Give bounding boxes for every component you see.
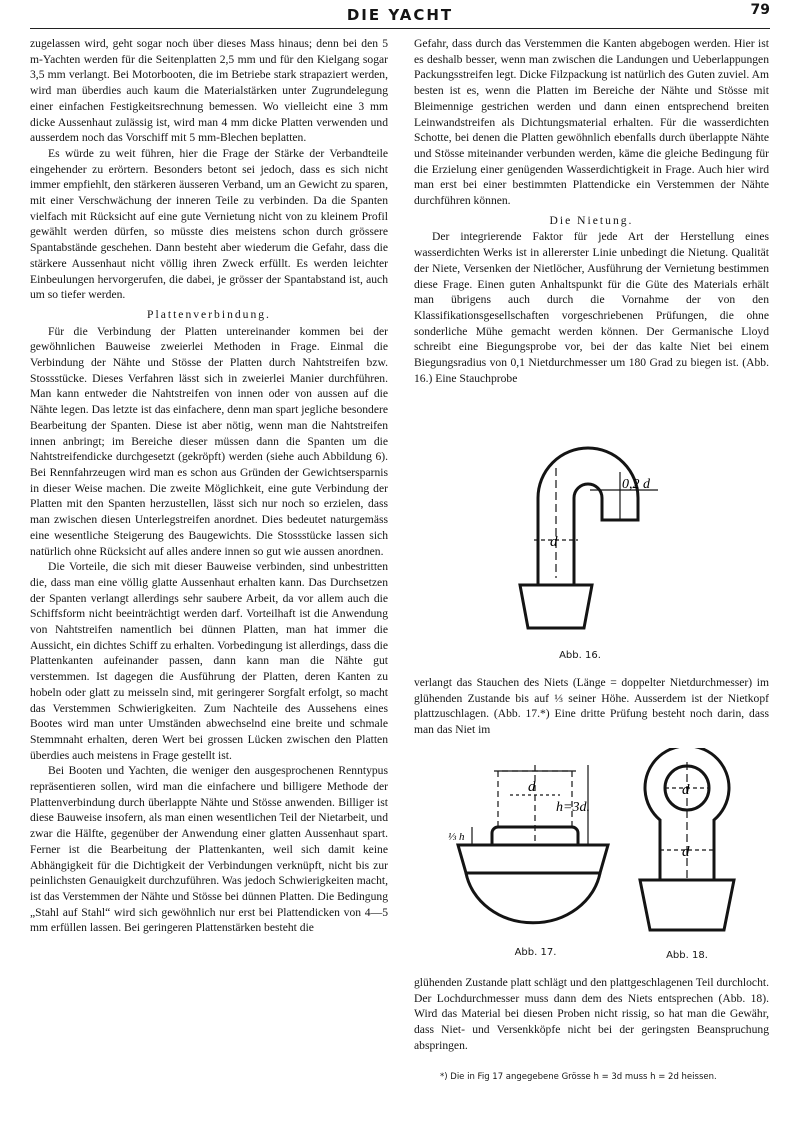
fig18-hole-label: d: [682, 782, 690, 798]
right-column-end: [414, 975, 769, 1054]
fig17-height-label: h=3d.: [556, 800, 590, 815]
paragraph: verlangt das Stauchen des Niets (Länge = doppelter Nietdurchmesser) im glühenden Zustande bis auf ⅓ seiner Höhe. Ausserdem ist der Nietkopf plattzuschlagen. (Abb. 17.*) Eine dritte Prüfung besteht noch darin, dass man das Niet im: [414, 676, 769, 737]
footnote: *) Die in Fig 17 angegebene Grösse h = 3d muss h = 2d heissen.: [440, 1072, 717, 1082]
right-column-continued: [414, 675, 769, 738]
paragraph: Bei Booten und Yachten, die weniger den ausgesprochenen Renntypus repräsentieren sollen, wird man die einfachere und billigere Methode der Plattenverbindung durch überlappte Nähte und Stösse anwenden. Billiger ist diese Bauweise insofern, als man einen wesentlichen Teil der Nietarbeit, und zwar die Hälfte, gegenüber der Anwendung einer glatten Aussenhaut spart. Ferner ist die Bearbeitung der Plattenkanten, weil sich damit keine Abhängigkeit für die Dichtigkeit der Verbindungen verknüpft, nicht bis zur peinlichsten Genauigkeit durchzuführen. Was jedoch Schwierigkeiten macht, ist das Verstemmen der Nähte und Stösse bei dünnen Platten. Die Bedingung „Stahl auf Stahl“ wird sich gewöhnlich nur erst bei Plattendicken von 4—5 mm erfüllen lassen. Bei geringeren Plattenstärken besteht die: [30, 764, 388, 935]
fig16-radius-label: 0,2 d: [622, 477, 650, 492]
fig17-third-label: ⅓ h: [448, 831, 465, 843]
fig18-caption: Abb. 18.: [666, 950, 708, 961]
fig16-caption: Abb. 16.: [559, 650, 601, 661]
figure-18: [632, 748, 742, 961]
bent-rivet-drawing: [510, 428, 680, 648]
section-heading: Die Nietung.: [549, 213, 634, 227]
fig17-caption: Abb. 17.: [514, 947, 557, 958]
flattened-rivet-drawing: [632, 748, 742, 948]
page-header: [30, 2, 770, 29]
figure-16: [510, 428, 680, 661]
paragraph: zugelassen wird, geht sogar noch über dieses Mass hinaus; denn bei den 5 m-Yachten werden für die Seitenplatten 2,5 mm und für den Kielgang sogar 3,5 mm verlangt. Bei Motorbooten, die im Betriebe stark strapaziert werden, wird man überdies auch kaum die Materialstärken unter Zugrundelegung einer einfachen Festigkeitsrechnung bemessen. Wo vielleicht eine 3 mm dicke Aussenhaut zulässig ist, wird man 4 mm dicke Platten verwenden und ausserdem noch das Vorschiff mit 5 mm-Blechen beplatten.: [30, 37, 388, 145]
paragraph: Die Vorteile, die sich mit dieser Bauweise verbinden, sind unbestritten die, dass man eine völlig glatte Aussenhaut erhalten kann. Das Durchsetzen der Spanten verlangt allerdings sehr saubere Arbeit, da vor allem auch die Schiffsform nicht beeinträchtigt werden darf. Vorteilhaft ist die Anwendung von Nahtstreifen namentlich bei dünnen Platten, man hat immer die Aussicht, ein dichtes Schiff zu erhalten. Vorbedingung ist allerdings, dass die Plattenkanten aufeinander passen, dann kann man die Nähte gut verstemmen. Ist dagegen die Ausführung der Platten, deren Kanten zu hobeln oder glatt zu meisseln sind, mit geringerer Sorgfalt erfolgt, so macht das Verstemmen Schwierigkeiten. Zum Nachteile des Aussehens eines Bootes wird man unter Umständen abwechselnd eine breite und schmale Stemmnaht erhalten, deren Wert bei grossen Lücken zwischen den Platten überdies auch meistens in Frage gestellt ist.: [30, 560, 388, 762]
paragraph: Gefahr, dass durch das Verstemmen die Kanten abgebogen werden. Hier ist es deshalb besser, wenn man zwischen die Landungen und Ueberlappungen Packungsstreifen legt. Dicke Filzpackung ist natürlich des Guten zuviel. Am besten ist es, wenn die Platten im Bereiche der Nähte und Stösse mit Bleimennige gestrichen werden und dann einen entsprechend breiten Leinwandstreifen als Dichtungsmaterial erhalten. Für die wasserdichten Schotte, bei denen die Platten gewöhnlich ebenfalls durch überlappte Nähte und Stösse miteinander verbunden werden, käme die gleiche Bedingung für die Erzielung einer genügenden Wasserdichtigkeit in Frage. Auch hier wird man erst bei einer bestimmten Plattendicke ein Verstemmen der Nähte durchführen können.: [414, 37, 769, 208]
paragraph: Der integrierende Faktor für jede Art der Herstellung eines wasserdichten Werks ist in allererster Linie unbedingt die Nietung. Qualität der Niete, Versenken der Nietlöcher, Ausführung der Vernietung bestimmen diese Frage. Einen guten Anhaltspunkt für die Güte des Materials erhält man übrigens auch durch die Vornahme der von den Klassifikationsgesellschaften vorgeschriebenen Prüfungen, die ohne sonderliche Mühe gemacht werden können. Der Germanische Lloyd schreibt eine Biegungsprobe vor, bei der das kalte Niet bei einem Biegungsradius von 0,1 Nietdurchmesser um 180 Grad zu biegen ist. (Abb. 16.) Eine Stauchprobe: [414, 230, 769, 385]
page-number: 79: [750, 2, 770, 18]
section-heading: Plattenverbindung.: [147, 307, 271, 321]
figure-17: [448, 745, 623, 958]
paragraph: glühenden Zustande platt schlägt und den plattgeschlagenen Teil durchlocht. Der Lochdurchmesser muss dann dem des Niets entsprechen (Abb. 18). Wird das Material bei diesen Proben nicht rissig, so hat man die Gewähr, dass Niet- und Versenkköpfe nicht bei der geringsten Beanspruchung abspringen.: [414, 976, 769, 1052]
left-column: [30, 36, 388, 936]
upset-rivet-drawing: [448, 745, 623, 945]
right-column: [414, 36, 769, 386]
paragraph: Es würde zu weit führen, hier die Frage der Stärke der Verbandteile eingehender zu erörtern. Besonders betont sei jedoch, dass es sich nicht immer empfiehlt, den stärkeren äusseren Verband, um an Gewicht zu sparen, mit einer Verschwächung der inneren Teile zu verbinden. Da die Spanten vielfach mit Rücksicht auf eine gute Vernietung nicht von zu kleinem Profil gewählt werden dürfen, so müsste dies meistens schon durch grössere Spantabstände geschehen. Dann besteht aber wiederum die Gefahr, dass die stärkere Aussenhaut nicht völlig ihren Zweck erfüllt. Es werden leichter Einbeulungen hervorgerufen, die dabei, je grösser der Spantabstand ist, auch um so tiefer werden.: [30, 146, 388, 302]
fig17-diameter-label: d: [528, 779, 536, 795]
fig18-shank-label: d: [682, 844, 690, 860]
fig16-diameter-label: d: [550, 534, 558, 550]
paragraph: Für die Verbindung der Platten untereinander kommen bei der gewöhnlichen Bauweise zweierlei Methoden in Frage. Einmal die Verbindung der Nähte und Stösse der Platten durch Nahtstreifen bzw. Stossstücke. Dieses Verfahren lässt sich in zweierlei Manier durchführen. Man kann entweder die Nahtstreifen von innen oder von aussen auf die Nähte legen. Das letzte ist das einfachere, denn man spart jegliche besondere Bearbeitung der Spanten. Diese ist aber nötig, wenn man die Nahtstreifen innen anbringt; im Bereiche dieser müssen dann die Spanten um die Nahtstreifendicke durchgesetzt (gekröpft) werden (siehe auch Abbildung 6). Bei Rennfahrzeugen wird man es schon aus Gründen der Gewichtsersparnis in dieser Weise machen. Die zweite Möglichkeit, eine gute Verbindung der Platten mit den Spanten herzustellen, lässt sich nur noch so erzielen, dass man zwischen diesen Unterlegstreifen anordnet. Dies bedeutet naturgemäss eine wesentliche Steigerung des Baugewichts. Die Stossstücke lassen sich natürlich ohne Rücksicht auf alles andere innen so gut wie aussen anordnen.: [30, 324, 388, 558]
running-title: DIE YACHT: [346, 6, 454, 24]
